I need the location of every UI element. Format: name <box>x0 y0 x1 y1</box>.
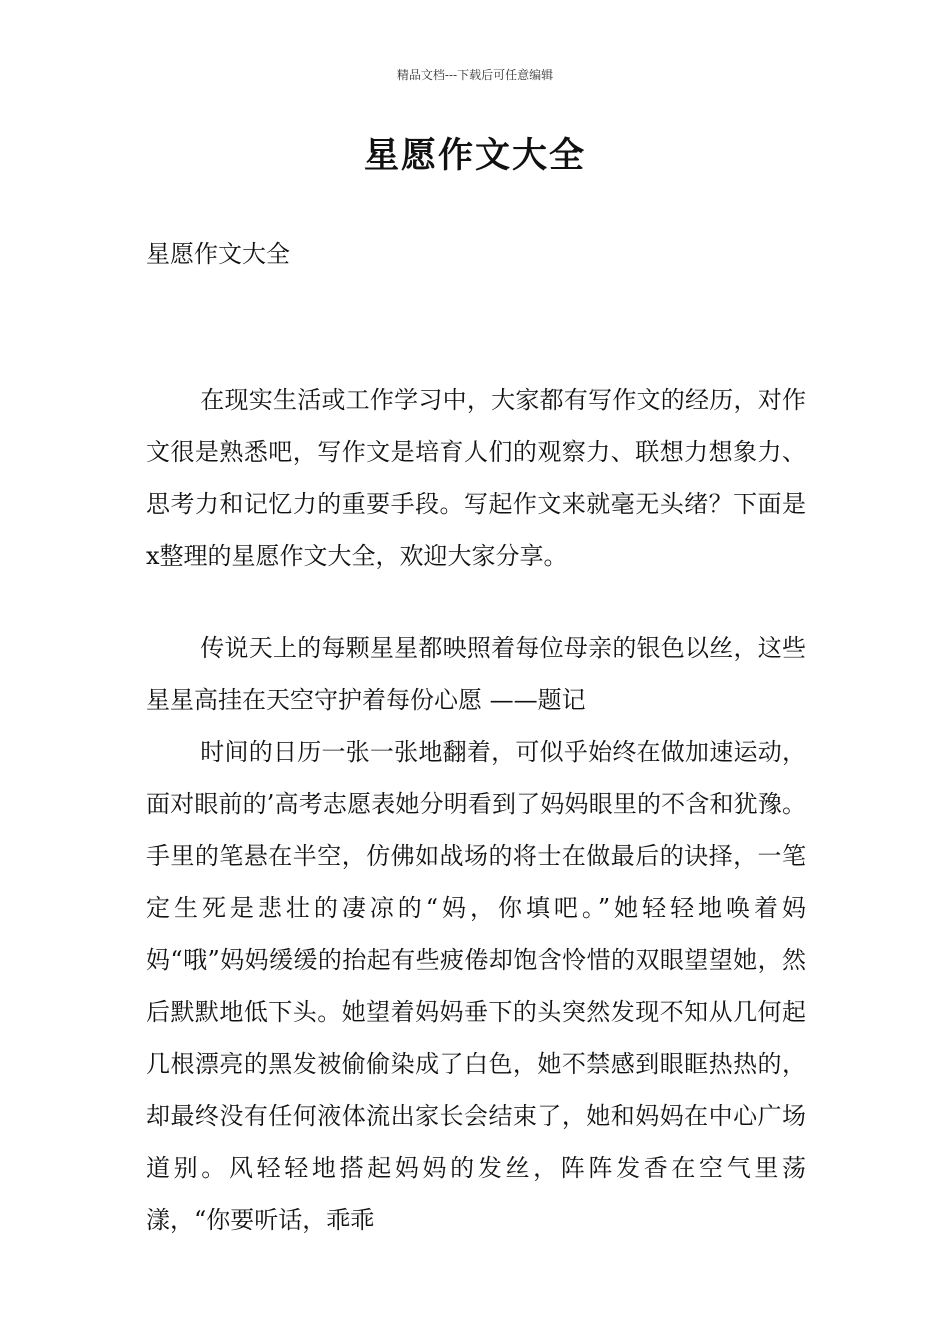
header-note: 精品文档---下载后可任意编辑 <box>396 68 554 82</box>
paragraph-story <box>146 726 806 1246</box>
paragraph-text: 在现实生活或工作学习中，大家都有写作文的经历，对作文很是熟悉吧，写作文是培育人们的观察力、联想力想象力、思考力和记忆力的重要手段。写起作文来就毫无头绪？下面是x整理的星愿作文大全，欢迎大家分享。 <box>146 386 806 570</box>
document-title: 星愿作文大全 <box>363 135 586 176</box>
paragraph-text: 时间的日历一张一张地翻着，可似乎始终在做加速运动，面对眼前的’高考志愿表她分明看到了妈妈眼里的不含和犹豫。手里的笔悬在半空，仿佛如战场的将士在做最后的诀择，一笔定生死是悲壮的凄凉的“妈，你填吧。”她轻轻地唤着妈妈“哦”妈妈缓缓的抬起有些疲倦却饱含怜惜的双眼望望她，然后默默地低下头。她望着妈妈垂下的头突然发现不知从几何起几根漂亮的黑发被偷偷染成了白色，她不禁感到眼眶热热的，却最终没有任何液体流出家长会结束了，她和妈妈在中心广场道别。风轻轻地搭起妈妈的发丝，阵阵发香在空气里荡漾，“你要听话，乖乖 <box>146 738 806 1234</box>
document-subtitle: 星愿作文大全 <box>146 240 290 268</box>
paragraph-text: 传说天上的每颗星星都映照着每位母亲的银色以丝，这些星星高挂在天空守护着每份心愿 ——题记 <box>146 634 806 714</box>
paragraph-epigraph <box>146 622 806 726</box>
paragraph-intro <box>146 374 806 582</box>
